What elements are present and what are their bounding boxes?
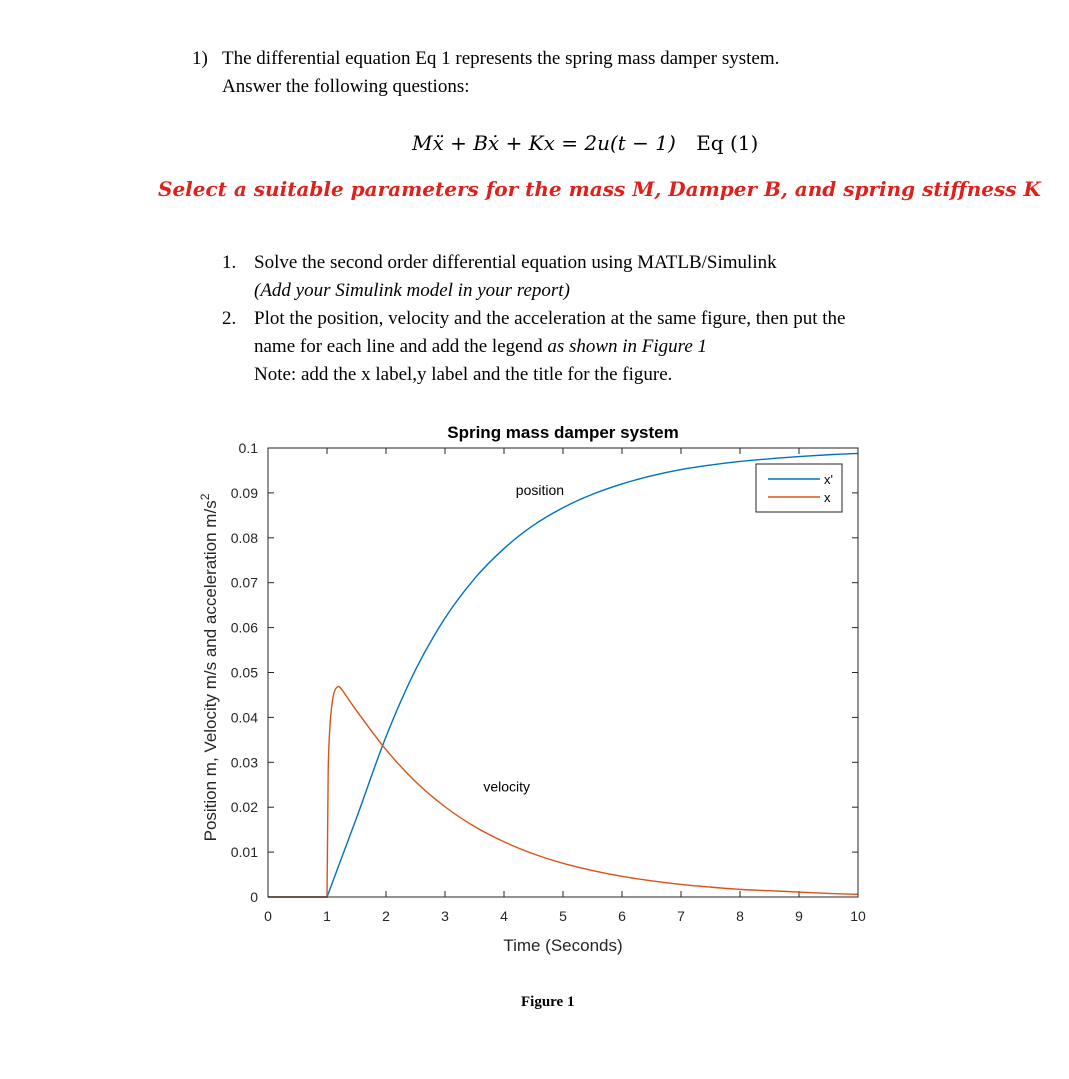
y-axis-label-text: Position m, Velocity m/s and acceleration m/s: [201, 500, 220, 842]
task-2-line-2-text: name for each line and add the legend: [254, 336, 548, 357]
legend: [756, 464, 842, 512]
equation-label: Eq (1): [696, 131, 759, 155]
chart-title: Spring mass damper system: [447, 423, 679, 442]
y-tick-label: 0.07: [230, 574, 258, 591]
y-tick-label: 0.05: [230, 664, 258, 681]
equation-lhs: Mẍ + Bẋ + Kx = 2u(t − 1): [412, 131, 676, 155]
task-2-line-1: Plot the position, velocity and the acceleration at the same figure, then put the: [254, 308, 846, 329]
task-2-note: Note: add the x label,y label and the title for the figure.: [254, 364, 673, 385]
y-tick-label: 0.04: [230, 709, 258, 726]
y-axis-label-superscript: 2: [198, 493, 212, 501]
task-1-line-2: (Add your Simulink model in your report): [254, 280, 570, 301]
x-tick-label: 3: [441, 908, 449, 924]
task-1-number: 1.: [222, 252, 237, 273]
x-tick-label: 6: [618, 908, 626, 924]
legend-label: x': [824, 472, 833, 487]
x-tick-label: 10: [850, 908, 866, 924]
x-tick-label: 2: [382, 908, 390, 924]
x-tick-label: 4: [500, 908, 508, 924]
x-axis-label: Time (Seconds): [503, 936, 623, 955]
y-tick-label: 0.08: [230, 529, 258, 546]
task-2-figure-reference: as shown in Figure 1: [547, 336, 708, 357]
x-tick-label: 7: [677, 908, 685, 924]
y-axis-label: [198, 493, 220, 841]
y-tick-label: 0.03: [230, 754, 258, 771]
y-tick-label: 0.1: [238, 440, 258, 456]
x-tick-label: 5: [559, 908, 567, 924]
question-line-2: Answer the following questions:: [222, 76, 470, 97]
y-tick-label: 0.02: [230, 799, 258, 816]
annotation-velocity: velocity: [483, 778, 531, 795]
task-1-line-1: Solve the second order differential equation using MATLB/Simulink: [254, 252, 777, 273]
x-tick-label: 8: [736, 908, 744, 924]
annotation-position: position: [515, 482, 565, 499]
y-tick-label: 0.06: [230, 619, 258, 636]
plot-area: [268, 448, 858, 897]
question-line-1: The differential equation Eq 1 represents the spring mass damper system.: [222, 48, 780, 69]
y-tick-label: 0.01: [230, 844, 258, 861]
question-number: 1): [192, 48, 208, 69]
x-tick-label: 9: [795, 908, 803, 924]
instruction-select-parameters: Select a suitable parameters for the mass M, Damper B, and spring stiffness K: [158, 177, 1041, 201]
x-tick-label: 1: [323, 908, 331, 924]
x-tick-label: 0: [264, 908, 272, 924]
task-2-number: 2.: [222, 308, 237, 329]
y-tick-label: 0.09: [230, 484, 258, 501]
figure-caption: Figure 1: [521, 994, 575, 1010]
legend-label: x: [824, 490, 831, 505]
y-tick-label: 0: [250, 889, 258, 905]
